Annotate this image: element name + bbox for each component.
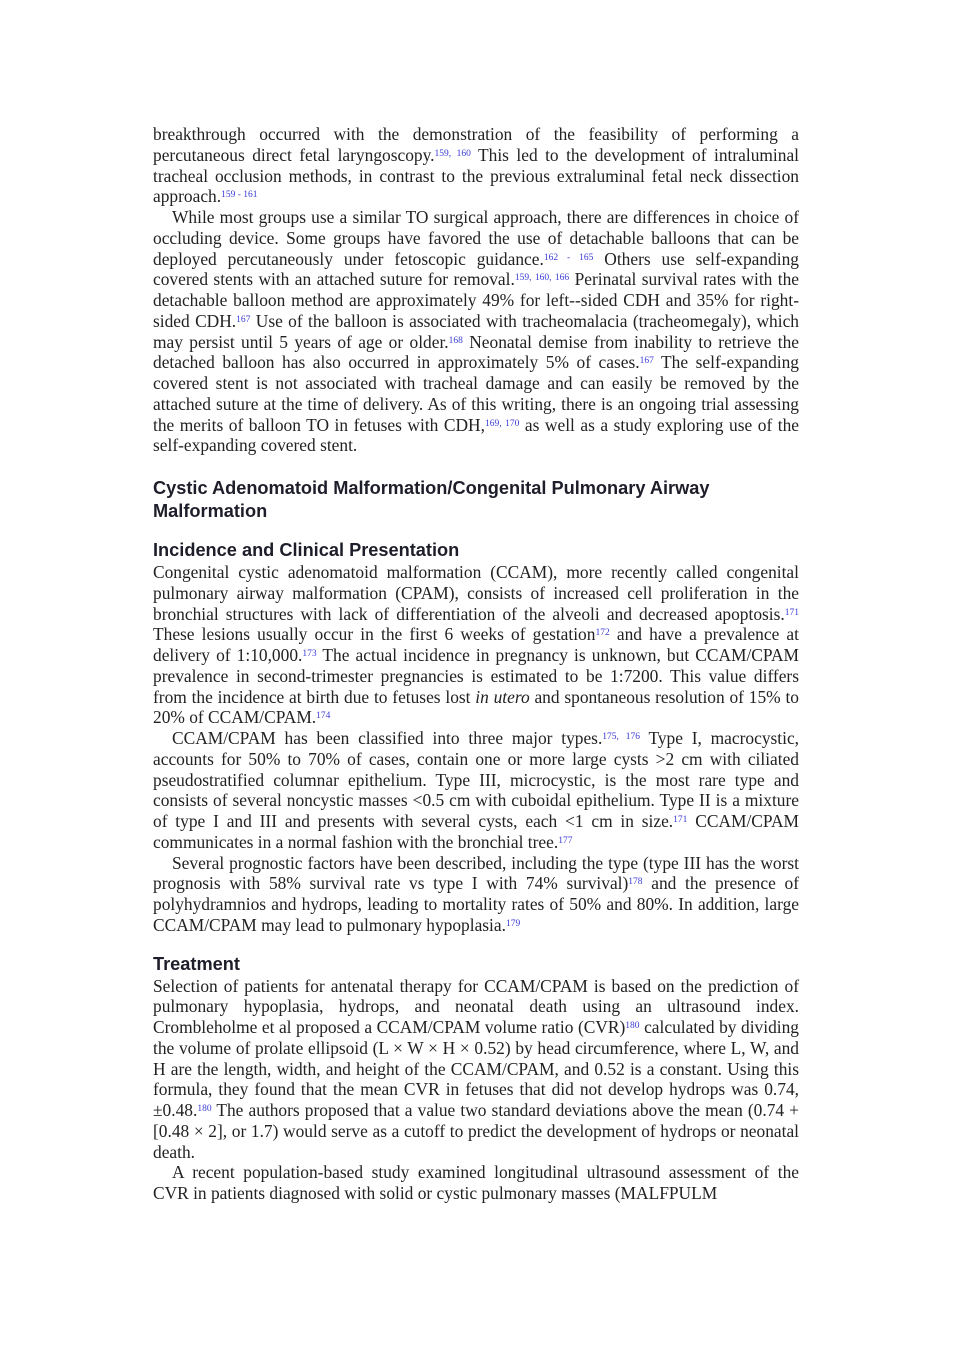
citation-ref[interactable]: 159 - 161 (221, 190, 258, 201)
citation-ref[interactable]: 159, 160 (434, 148, 471, 159)
citation-ref[interactable]: 171 (673, 815, 688, 825)
citation-ref[interactable]: 169, 170 (484, 418, 520, 429)
citation-ref[interactable]: 167 (236, 314, 251, 325)
citation-ref[interactable]: 159, 160, 166 (514, 273, 570, 284)
citation-ref[interactable]: 168 (448, 335, 463, 346)
subheading-incidence: Incidence and Clinical Presentation (153, 540, 460, 560)
paragraph-tracheal-occlusion-history: breakthrough occurred with the demonstration of the feasibility of performing a percutaneous direct fetal laryngoscopy.$^{159, 160}$ This led to the development of intraluminal tracheal occlusion methods, in contrast to the previous extraluminal fetal neck dissection approach.$^{159 - 161}$ (153, 124, 799, 207)
section-heading-ccam: Cystic Adenomatoid Malformation/Congenital Pulmonary Airway Malformation (153, 478, 710, 521)
subheading-treatment: Treatment (153, 953, 240, 974)
paragraph-incidence: Congenital cystic adenomatoid malformation (CCAM), more recently called congenital pulmonary airway malformation (CPAM), consists of increased cell proliferation in the bronchial structures with lack of differentiation of the alveoli and decreased apoptosis.$^{171}$ These lesions usually occur in the first 6 weeks of gestation$^{172}$ and have a prevalence at delivery of 1:10,000.$^{173}$ The actual incidence in pregnancy is unknown, but CCAM/CPAM prevalence in second-trimester pregnancies is estimated to be 1:7200. This value differs from the incidence at birth due to fetuses lost in utero and spontaneous resolution of 15% to 20% of CCAM/CPAM.$^{174}$ (153, 562, 800, 728)
paragraph-population-study: A recent population-based study examined longitudinal ultrasound assessment of the CVR in patients diagnosed with solid or cystic pulmonary masses (MALFPULM (153, 1162, 799, 1203)
paragraph-prognosis: Several prognostic factors have been described, including the type (type III has the worst prognosis with 58% survival rate vs type I with 74% survival)$^{178}$ and the presence of polyhydramnios and hydrops, leading to mortality rates of 50% and 80%. In addition, large CCAM/CPAM may lead to pulmonary hypoplasia.$^{179}$ (153, 852, 799, 935)
citation-ref[interactable]: 180 (625, 1021, 640, 1031)
citation-ref[interactable]: 172 (595, 628, 610, 639)
citation-ref[interactable]: 167 (639, 356, 654, 367)
citation-ref[interactable]: 180 (197, 1104, 212, 1114)
citation-ref[interactable]: 179 (505, 918, 521, 929)
citation-ref[interactable]: 178 (628, 877, 643, 888)
citation-ref[interactable]: 177 (558, 835, 573, 846)
citation-ref[interactable]: 171 (784, 607, 799, 618)
citation-ref[interactable]: 173 (302, 649, 317, 659)
citation-ref[interactable]: 162 - 165 (543, 252, 594, 263)
citation-ref[interactable]: 174 (316, 711, 331, 722)
paragraph-classification: CCAM/CPAM has been classified into three major types.$^{175, 176}$ Type I, macrocystic, accounts for 50% to 70% of cases, contain one or more large cysts >2 cm with ciliated pseudostratified columnar epithelium. Type III, microcystic, is the most rare type and consists of several noncystic masses <0.5 cm with cuboidal epithelium. Type II is a mixture of type I and III and presents with several cysts, each <1 cm in size.$^{171}$ CCAM/CPAM communicates in a normal fashion with the bronchial tree.$^{177}$ (153, 728, 800, 852)
citation-ref[interactable]: 175, 176 (602, 732, 640, 742)
paragraph-occluding-devices: While most groups use a similar TO surgical approach, there are differences in choice of occluding device. Some groups have favored the use of detachable balloons that can be deployed percutaneously under fetoscopic guidance.$^{162 - 165}$ Others use self-expanding covered stents with an attached suture for removal.$^{159, 160, 166}$ Perinatal survival rates with the detachable balloon method are approximately 49% for left--sided CDH and 35% for right-sided CDH.$^{167}$ Use of the balloon is associated with tracheomalacia (tracheomegaly), which may persist until 5 years of age or older.$^{168}$ Neonatal demise from inability to retrieve the detached balloon has also occurred in approximately 5% of cases.$^{167}$ The self-expanding covered stent is not associated with tracheal damage and can easily be removed by the attached suture at the time of delivery. As of this writing, there is an ongoing trial assessing the merits of balloon TO in fetuses with CDH,$^{169, 170}$ as well as a study exploring use of the self-expanding covered stent. (153, 207, 800, 456)
document-page (153, 124, 799, 1204)
paragraph-cvr-selection: Selection of patients for antenatal therapy for CCAM/CPAM is based on the prediction of pulmonary hypoplasia, hydrops, and neonatal death using an ultrasound index. Crombleholme et al proposed a CCAM/CPAM volume ratio (CVR)$^{180}$ calculated by dividing the volume of prolate ellipsoid (L × W × H × 0.52) by head circumference, where L, W, and H are the length, width, and height of the CCAM/CPAM, and 0.52 is a constant. Using this formula, they found that the mean CVR in fetuses that did not develop hydrops was 0.74, ±0.48.$^{180}$ The authors proposed that a value two standard deviations above the mean (0.74 + [0.48 × 2], or 1.7) would serve as a cutoff to predict the development of hydrops or neonatal death. (153, 975, 799, 1162)
